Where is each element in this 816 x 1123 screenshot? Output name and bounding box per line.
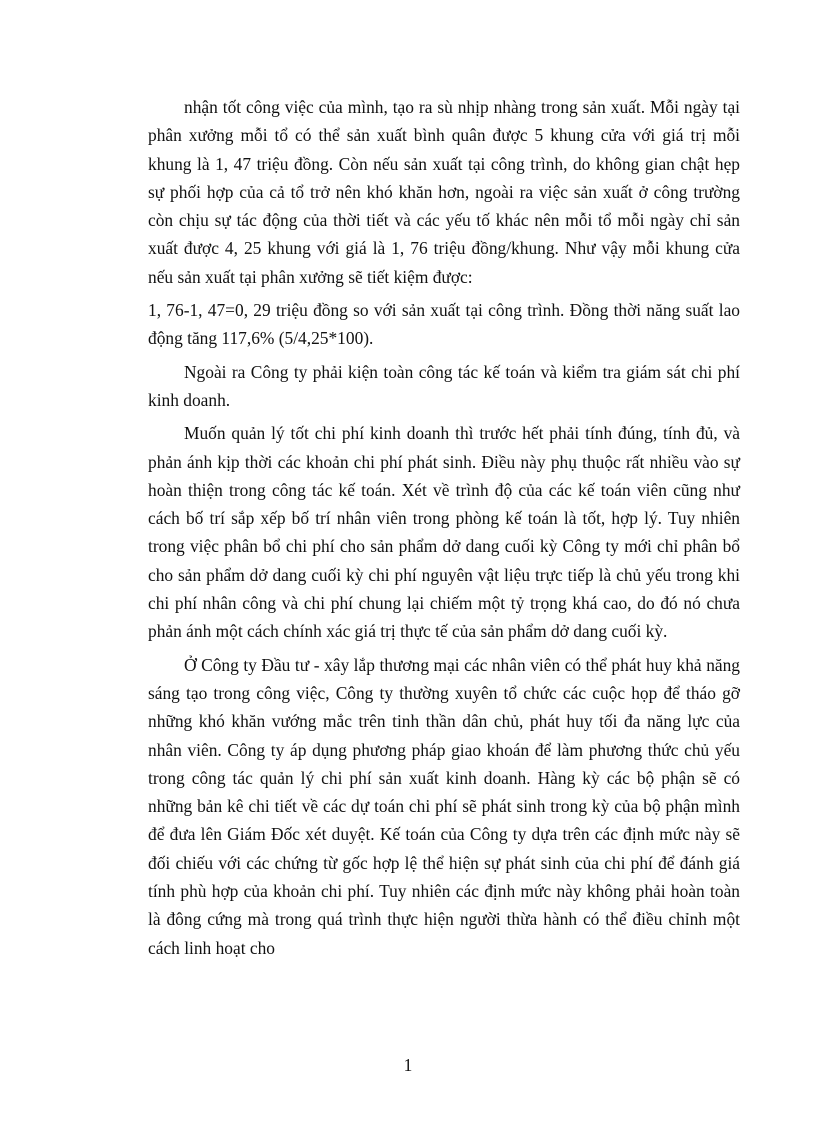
document-body xyxy=(148,93,740,962)
paragraph: 1, 76-1, 47=0, 29 triệu đồng so với sản xuất tại công trình. Đồng thời năng suất lao động tăng 117,6% (5/4,25*100). xyxy=(148,300,740,349)
paragraph: Ở Công ty Đầu tư - xây lắp thương mại các nhân viên có thể phát huy khả năng sáng tạo trong công việc, Công ty thường xuyên tổ chức các cuộc họp để tháo gỡ những khó khăn vướng mắc trên tinh thần dân chủ, phát huy tối đa năng lực của nhân viên. Công ty áp dụng phương pháp giao khoán để làm phương thức chủ yếu trong công tác quản lý chi phí sản xuất kinh doanh. Hàng kỳ các bộ phận sẽ có những bản kê chi tiết về các dự toán chi phí sẽ phát sinh trong kỳ của bộ phận mình để đưa lên Giám Đốc xét duyệt. Kế toán của Công ty dựa trên các định mức này sẽ đối chiếu với các chứng từ gốc hợp lệ thể hiện sự phát sinh của chi phí để đánh giá tính phù hợp của khoản chi phí. Tuy nhiên các định mức này không phải hoàn toàn là đông cứng mà trong quá trình thực hiện người thừa hành có thể điều chỉnh một cách linh hoạt cho xyxy=(148,654,740,958)
paragraph: Ngoài ra Công ty phải kiện toàn công tác kế toán và kiểm tra giám sát chi phí kinh doanh. xyxy=(148,361,740,410)
paragraph: Muốn quản lý tốt chi phí kinh doanh thì trước hết phải tính đúng, tính đủ, và phản ánh kịp thời các khoản chi phí phát sinh. Điều này phụ thuộc rất nhiều vào sự hoàn thiện trong công tác kế toán. Xét về trình độ của các kế toán viên cũng như cách bố trí sắp xếp bố trí nhân viên trong phòng kế toán là tốt, hợp lý. Tuy nhiên trong việc phân bổ chi phí cho sản phẩm dở dang cuối kỳ Công ty mới chỉ phân bổ cho sản phẩm dở dang cuối kỳ chi phí nguyên vật liệu trực tiếp là chủ yếu trong khi chi phí nhân công và chi phí chung lại chiếm một tỷ trọng khá cao, do đó nó chưa phản ánh một cách chính xác giá trị thực tế của sản phẩm dở dang cuối kỳ. xyxy=(148,423,740,642)
page-number: 1 xyxy=(403,1055,413,1075)
paragraph: nhận tốt công việc của mình, tạo ra sù nhịp nhàng trong sản xuất. Mỗi ngày tại phân xưởng mỗi tổ có thể sản xuất bình quân được 5 khung cửa với giá trị mỗi khung là 1, 47 triệu đồng. Còn nếu sản xuất tại công trình, do không gian chật hẹp sự phối hợp của cả tổ trở nên khó khăn hơn, ngoài ra việc sản xuất ở công trường còn chịu sự tác động của thời tiết và các yếu tố khác nên mỗi tổ mỗi ngày chỉ sản xuất được 4, 25 khung với giá là 1, 76 triệu đồng/khung. Như vậy mỗi khung cửa nếu sản xuất tại phân xưởng sẽ tiết kiệm được: xyxy=(148,97,740,287)
